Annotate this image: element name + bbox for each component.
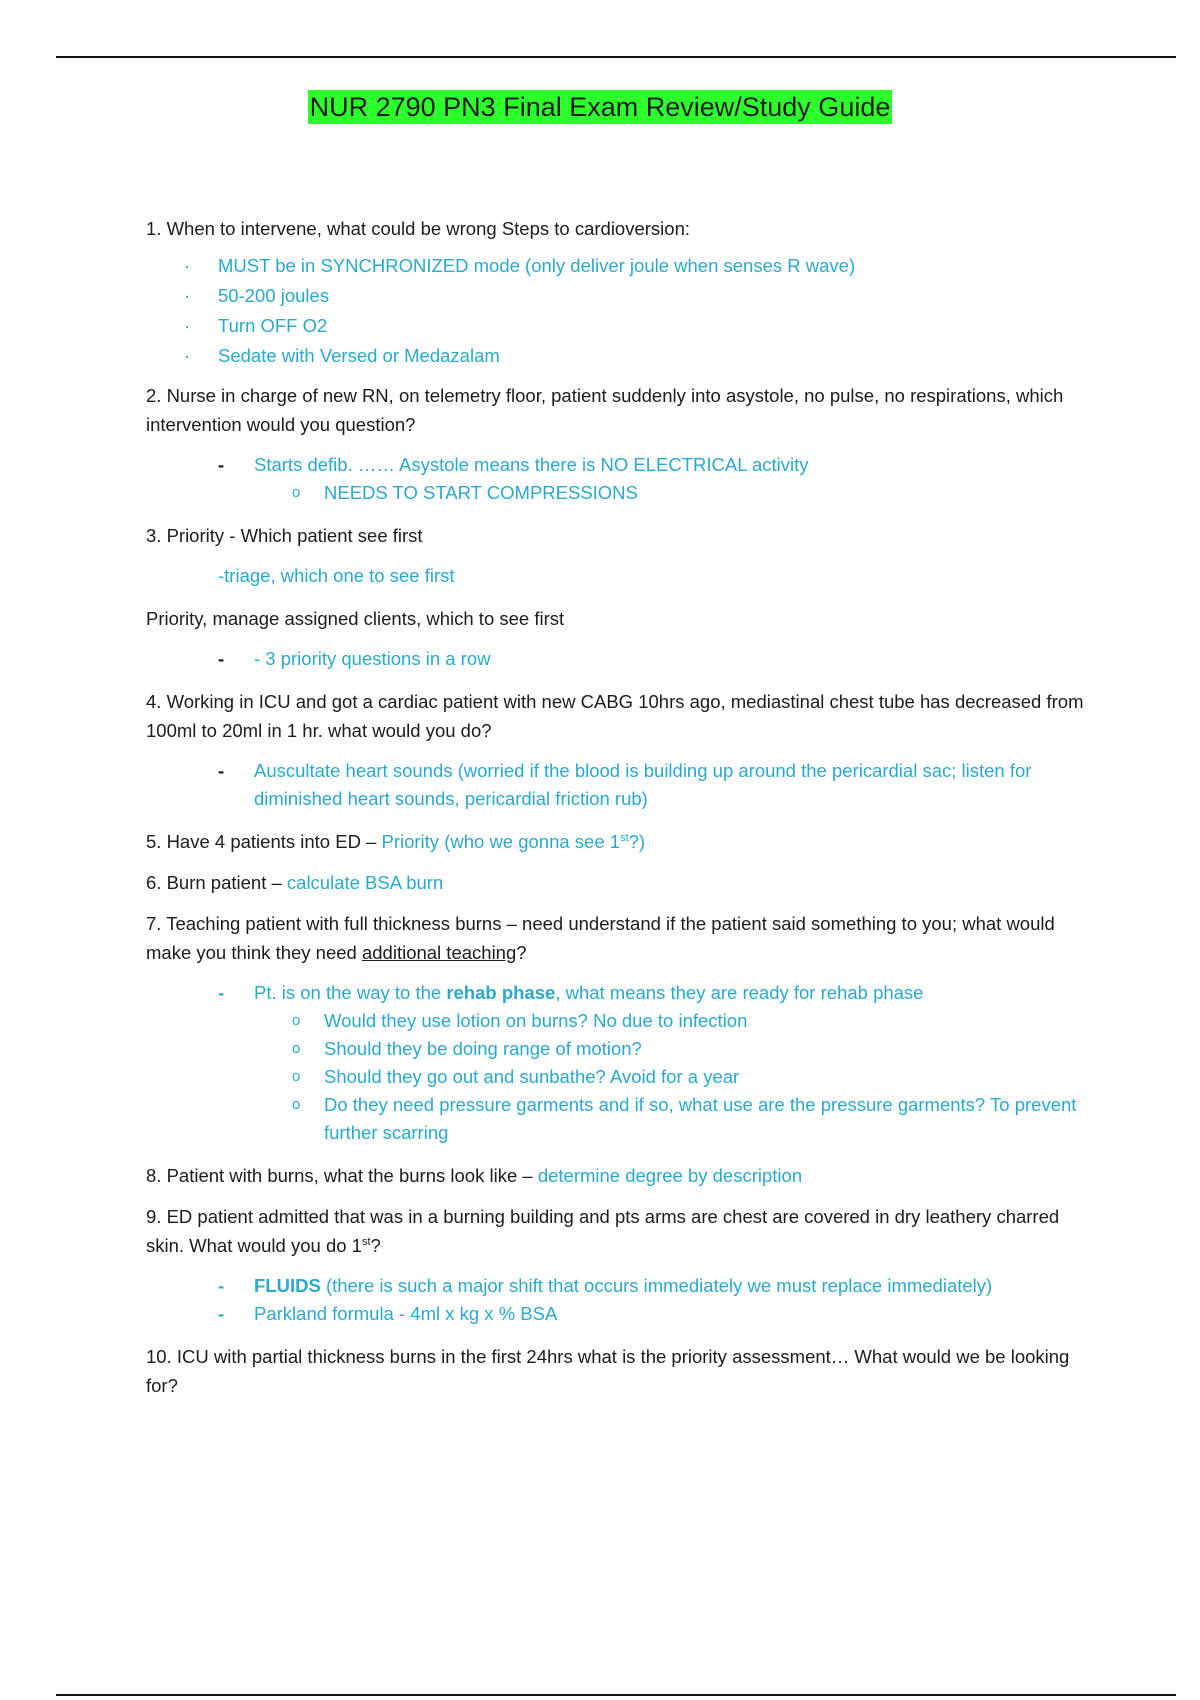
question-3b: Priority, manage assigned clients, which to see first xyxy=(146,608,565,629)
answer-inline: determine degree by description xyxy=(537,1165,803,1186)
question-5 xyxy=(146,827,1096,856)
bottom-rule xyxy=(56,1694,1176,1696)
answer-inline: calculate BSA burn xyxy=(286,872,444,893)
title-wrap xyxy=(0,90,1200,124)
question-text-end: ? xyxy=(516,942,527,963)
question-8 xyxy=(146,1161,1096,1190)
superscript: st xyxy=(361,1235,371,1248)
question-10: 10. ICU with partial thickness burns in the first 24hrs what is the priority assessment… What would we be looking for? xyxy=(146,1346,1070,1396)
answer-bold: FLUIDS xyxy=(254,1275,321,1296)
question-7 xyxy=(146,909,1096,967)
sub-item: o Do they need pressure garments and if so, what use are the pressure garments? To prevent further scarring xyxy=(146,1091,1096,1147)
question-6 xyxy=(146,868,1096,897)
sub-item: o Should they be doing range of motion? xyxy=(146,1035,1096,1063)
question-4: 4. Working in ICU and got a cardiac patient with new CABG 10hrs ago, mediastinal chest tube has decreased from 100ml to 20ml in 1 hr. what would you do? xyxy=(146,691,1084,741)
answer-bold: rehab phase xyxy=(446,982,556,1003)
question-text: 9. ED patient admitted that was in a burning building and pts arms are chest are covered in dry leathery charred skin. What would you do 1 xyxy=(146,1206,1060,1256)
answer-list-9 xyxy=(146,1272,1096,1328)
answer-item xyxy=(146,979,1096,1147)
answer-text: Pt. is on the way to the xyxy=(254,982,447,1003)
question-text: 7. Teaching patient with full thickness burns – need understand if the patient said something to you; what would make you think they need xyxy=(146,913,1055,963)
answer-item xyxy=(146,1272,1096,1300)
answer-text: (there is such a major shift that occurs immediately we must replace immediately) xyxy=(320,1275,993,1296)
answer-list-1 xyxy=(146,251,1096,371)
answer-bullet: · Sedate with Versed or Medazalam xyxy=(146,341,1096,371)
question-9 xyxy=(146,1202,1096,1260)
answer-list-4 xyxy=(146,757,1096,813)
underlined-text: additional teaching xyxy=(361,942,517,963)
question-3: 3. Priority - Which patient see first xyxy=(146,525,423,546)
answer-inline: Priority (who we gonna see 1 xyxy=(381,831,621,852)
answer-inline-end: ?) xyxy=(628,831,646,852)
answer-list-2 xyxy=(146,451,1096,507)
sub-list xyxy=(254,479,1096,507)
document-body xyxy=(146,214,1096,1412)
superscript: st xyxy=(620,831,629,844)
answer-bullet: · MUST be in SYNCHRONIZED mode (only deliver joule when senses R wave) xyxy=(146,251,1096,281)
answer-item: - Auscultate heart sounds (worried if the blood is building up around the pericardial sac; listen for diminished heart sounds, pericardial friction rub) xyxy=(146,757,1096,813)
answer-item: - Parkland formula - 4ml x kg x % BSA xyxy=(146,1300,1096,1328)
answer-bullet: · 50-200 joules xyxy=(146,281,1096,311)
question-1: 1. When to intervene, what could be wrong Steps to cardioversion: xyxy=(146,218,690,239)
question-2: 2. Nurse in charge of new RN, on telemetry floor, patient suddenly into asystole, no pulse, no respirations, which intervention would you question? xyxy=(146,385,1064,435)
sub-item: o Should they go out and sunbathe? Avoid for a year xyxy=(146,1063,1096,1091)
sub-item: o Would they use lotion on burns? No due to infection xyxy=(146,1007,1096,1035)
page-title: NUR 2790 PN3 Final Exam Review/Study Guide xyxy=(309,92,891,122)
top-rule xyxy=(56,56,1176,58)
answer-text-end: , what means they are ready for rehab phase xyxy=(555,982,924,1003)
question-text: 8. Patient with burns, what the burns look like – xyxy=(146,1165,538,1186)
answer-list-3 xyxy=(146,645,1096,673)
answer-bullet: · Turn OFF O2 xyxy=(146,311,1096,341)
sub-list xyxy=(254,1007,1096,1147)
question-text: 6. Burn patient – xyxy=(146,872,287,893)
answer-item: - - 3 priority questions in a row xyxy=(146,645,1096,673)
answer-text: Starts defib. …… Asystole means there is NO ELECTRICAL activity xyxy=(254,454,809,475)
question-text-end: ? xyxy=(370,1235,381,1256)
question-text: 5. Have 4 patients into ED – xyxy=(146,831,382,852)
answer-item xyxy=(146,451,1096,507)
answer-3: -triage, which one to see first xyxy=(218,565,455,586)
sub-item: o NEEDS TO START COMPRESSIONS xyxy=(146,479,1096,507)
answer-list-7 xyxy=(146,979,1096,1147)
